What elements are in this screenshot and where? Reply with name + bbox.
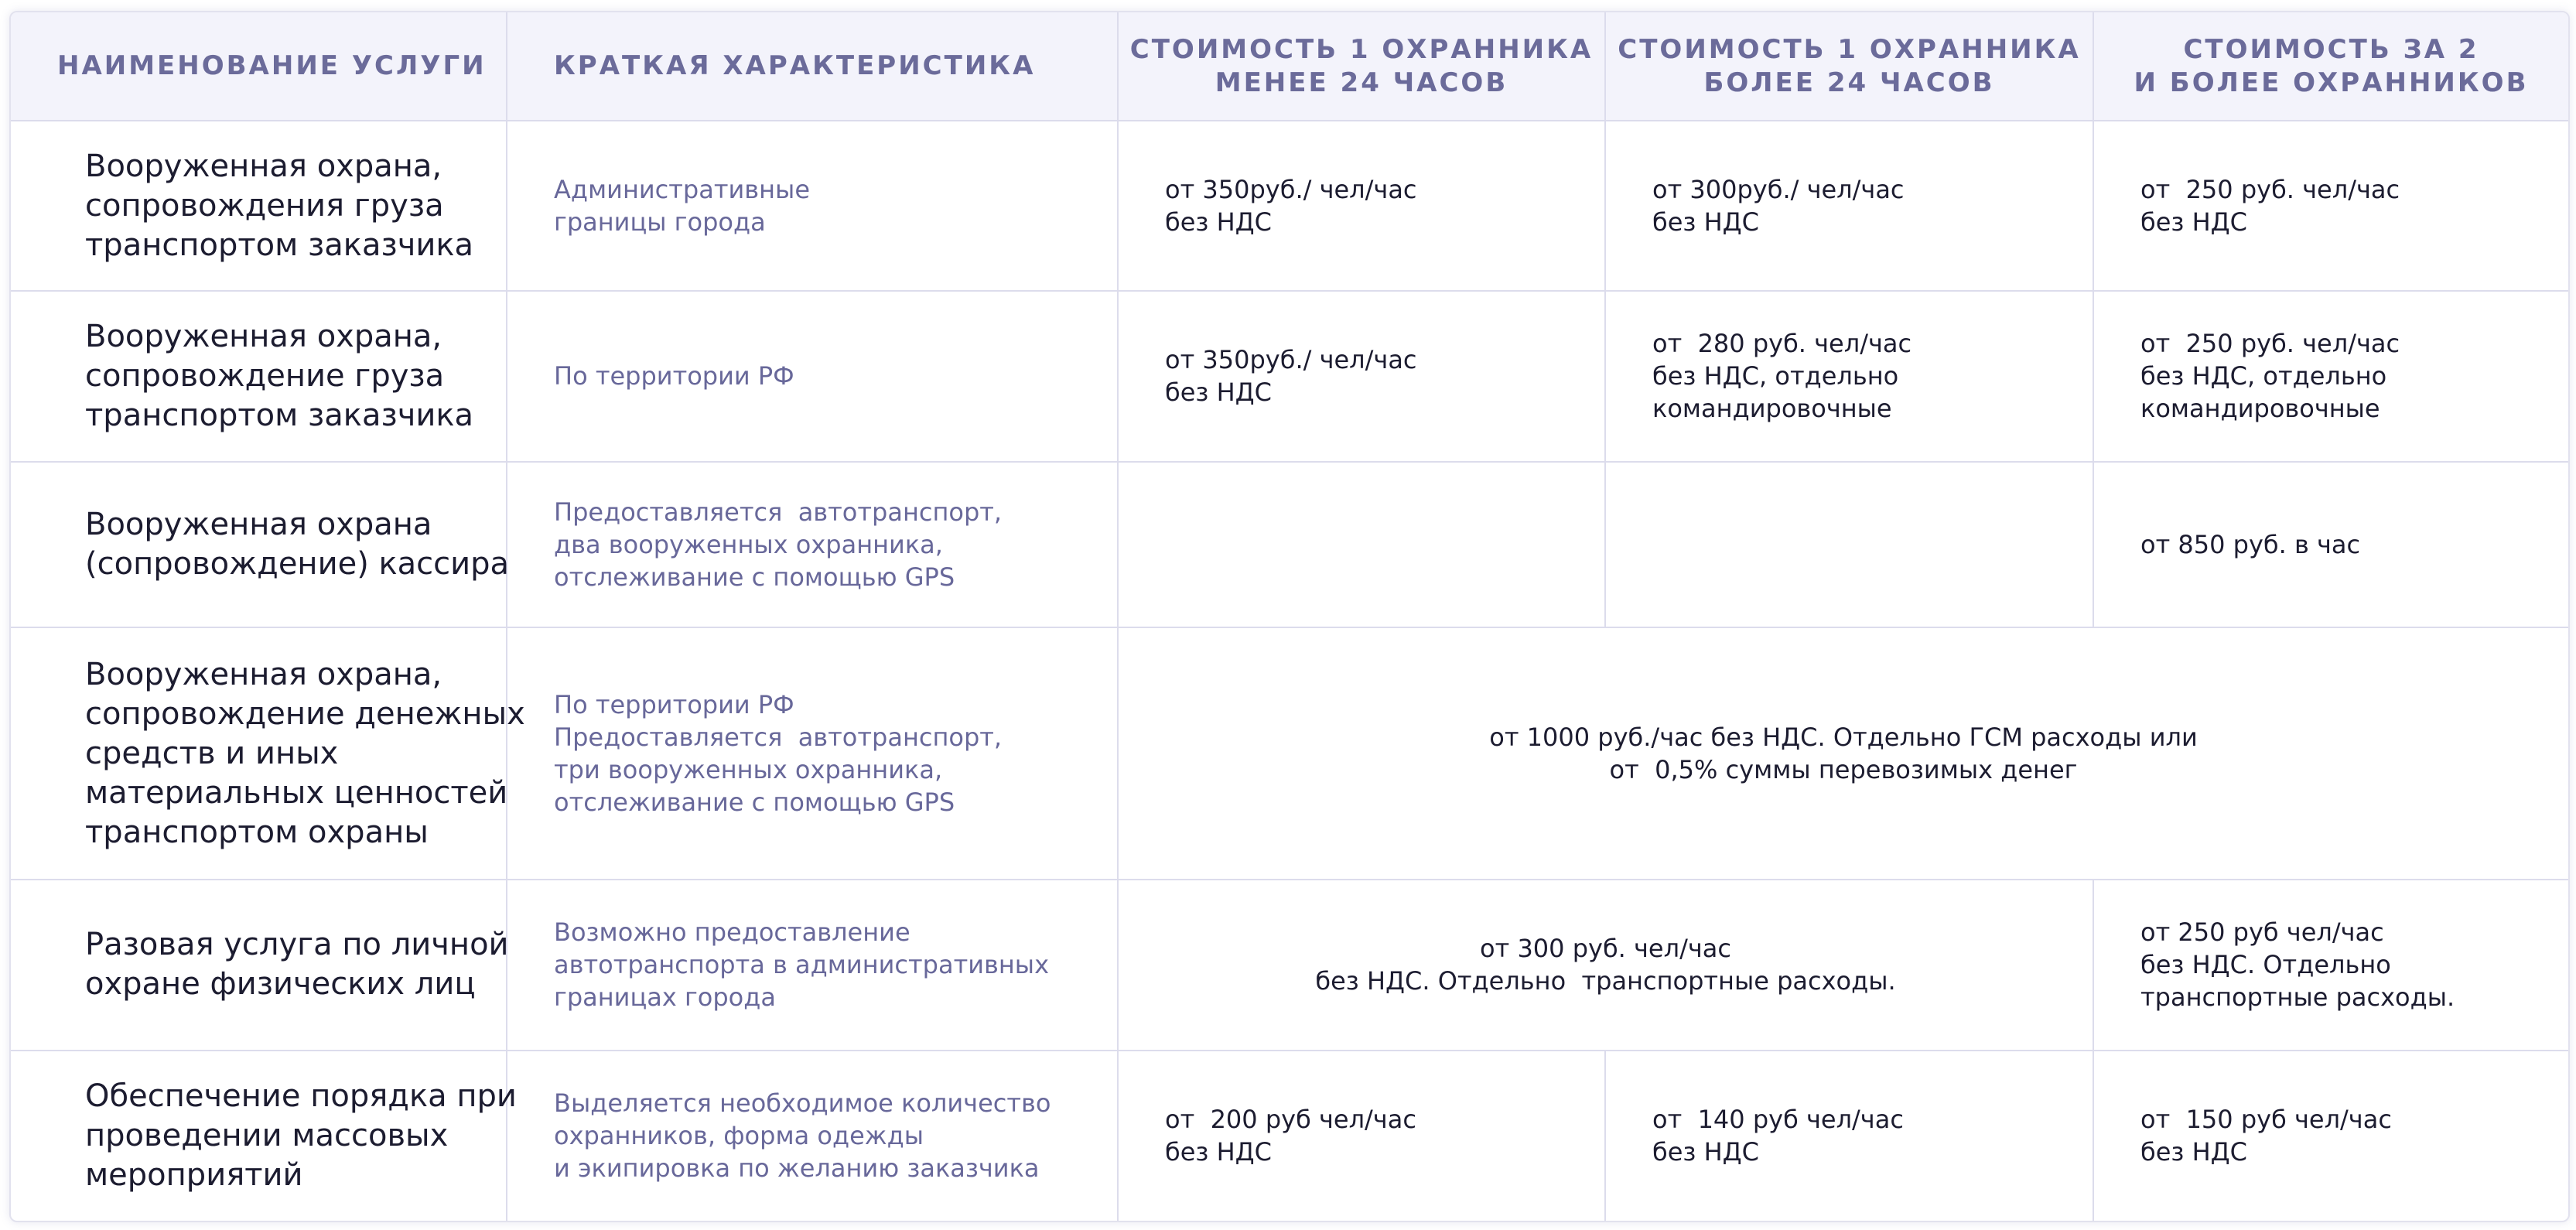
service-name-cell: Вооруженная охрана (сопровождение) кассира bbox=[11, 462, 507, 627]
price-more-24h-cell-empty bbox=[1605, 462, 2093, 627]
table-row bbox=[11, 291, 2568, 461]
table-row bbox=[11, 462, 2568, 627]
table-row bbox=[11, 880, 2568, 1050]
header-service-name: НАИМЕНОВАНИЕ УСЛУГИ bbox=[11, 12, 507, 121]
service-description-cell: Административные границы города bbox=[507, 121, 1118, 291]
price-merged-less-more-24h-cell: от 300 руб. чел/час без НДС. Отдельно транспортные расходы. bbox=[1118, 880, 2093, 1050]
service-description-cell: По территории РФ Предоставляется автотранспорт, три вооруженных охранника, отслеживание с помощью GPS bbox=[507, 627, 1118, 880]
price-more-24h-cell: от 300руб./ чел/час без НДС bbox=[1605, 121, 2093, 291]
price-2-plus-cell: от 250 руб чел/час без НДС. Отдельно транспортные расходы. bbox=[2093, 880, 2568, 1050]
price-less-24h-cell-empty bbox=[1118, 462, 1605, 627]
header-price-more-24h: СТОИМОСТЬ 1 ОХРАННИКА БОЛЕЕ 24 ЧАСОВ bbox=[1605, 12, 2093, 121]
price-merged-all-cell: от 1000 руб./час без НДС. Отдельно ГСМ расходы или от 0,5% суммы перевозимых денег bbox=[1118, 627, 2568, 880]
service-description-cell: Предоставляется автотранспорт, два вооруженных охранника, отслеживание с помощью GPS bbox=[507, 462, 1118, 627]
price-less-24h-cell: от 350руб./ чел/час без НДС bbox=[1118, 291, 1605, 461]
price-less-24h-cell: от 350руб./ чел/час без НДС bbox=[1118, 121, 1605, 291]
price-less-24h-cell: от 200 руб чел/час без НДС bbox=[1118, 1051, 1605, 1221]
price-2-plus-cell: от 250 руб. чел/час без НДС, отдельно командировочные bbox=[2093, 291, 2568, 461]
price-2-plus-cell: от 250 руб. чел/час без НДС bbox=[2093, 121, 2568, 291]
services-price-table-container bbox=[9, 11, 2570, 1222]
service-description-cell: По территории РФ bbox=[507, 291, 1118, 461]
service-name-cell: Вооруженная охрана, сопровождение груза транспортом заказчика bbox=[11, 291, 507, 461]
service-description-cell: Выделяется необходимое количество охранников, форма одежды и экипировка по желанию заказчика bbox=[507, 1051, 1118, 1221]
header-price-2-plus-guards: СТОИМОСТЬ ЗА 2 И БОЛЕЕ ОХРАННИКОВ bbox=[2093, 12, 2568, 121]
price-2-plus-cell: от 850 руб. в час bbox=[2093, 462, 2568, 627]
service-name-cell: Обеспечение порядка при проведении массовых мероприятий bbox=[11, 1051, 507, 1221]
service-name-cell: Вооруженная охрана, сопровождение денежных средств и иных материальных ценностей транспортом охраны bbox=[11, 627, 507, 880]
table-header-row bbox=[11, 12, 2568, 121]
header-short-description: КРАТКАЯ ХАРАКТЕРИСТИКА bbox=[507, 12, 1118, 121]
service-description-cell: Возможно предоставление автотранспорта в административных границах города bbox=[507, 880, 1118, 1050]
price-more-24h-cell: от 280 руб. чел/час без НДС, отдельно командировочные bbox=[1605, 291, 2093, 461]
service-name-cell: Разовая услуга по личной охране физических лиц bbox=[11, 880, 507, 1050]
price-more-24h-cell: от 140 руб чел/час без НДС bbox=[1605, 1051, 2093, 1221]
price-2-plus-cell: от 150 руб чел/час без НДС bbox=[2093, 1051, 2568, 1221]
service-name-cell: Вооруженная охрана, сопровождения груза транспортом заказчика bbox=[11, 121, 507, 291]
header-price-less-24h: СТОИМОСТЬ 1 ОХРАННИКА МЕНЕЕ 24 ЧАСОВ bbox=[1118, 12, 1605, 121]
table-row bbox=[11, 627, 2568, 880]
table-row bbox=[11, 121, 2568, 291]
services-price-table bbox=[11, 12, 2568, 1221]
table-row bbox=[11, 1051, 2568, 1221]
